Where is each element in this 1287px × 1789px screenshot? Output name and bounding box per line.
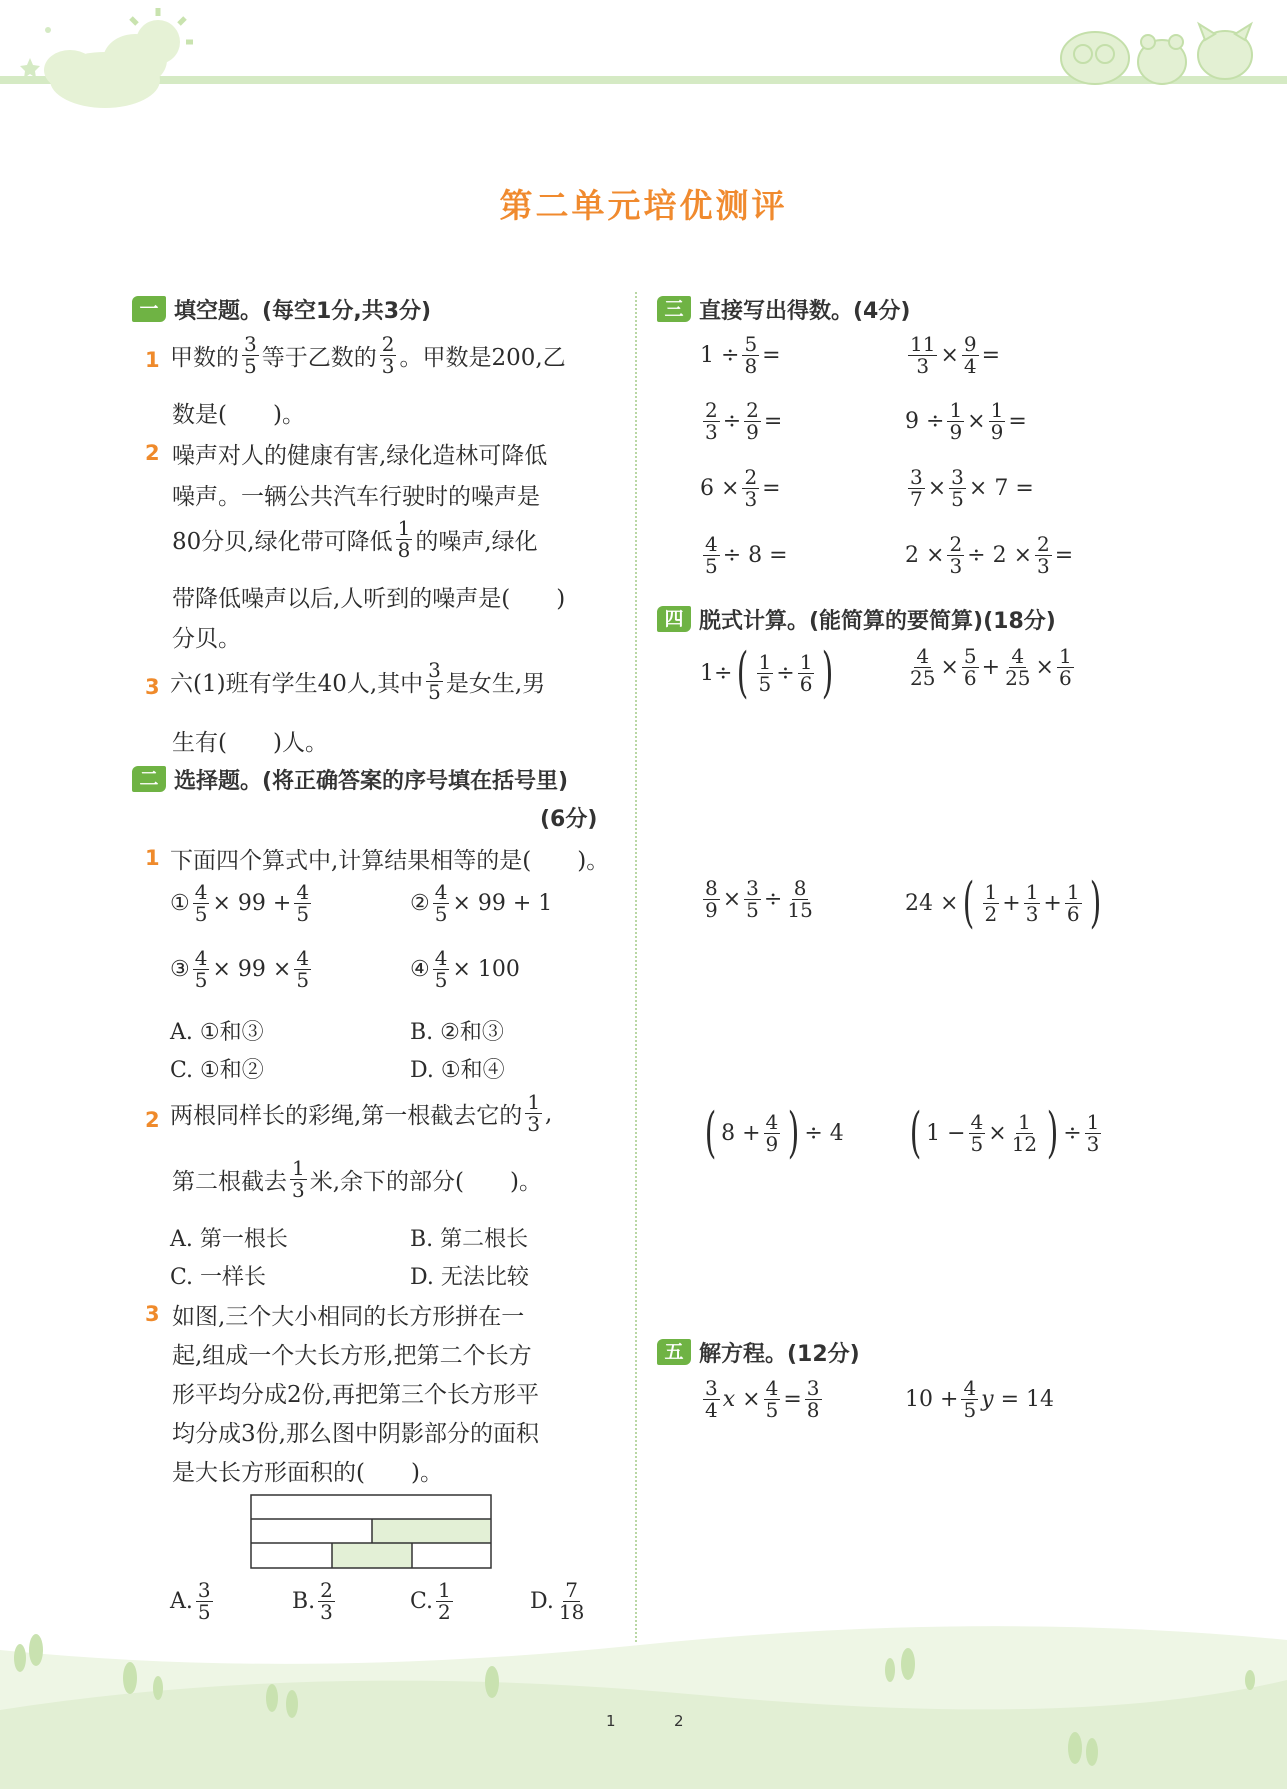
section-2-heading: [132, 762, 568, 796]
q2-1-option-4: ④ $\frac{4}{5}$ × 100: [410, 946, 520, 992]
fraction: $\frac{1}{5}$: [758, 649, 772, 696]
rectangle-figure: [250, 1494, 492, 1570]
column-divider: [635, 292, 637, 1642]
calc-expression-3: $\frac{8}{9}$ × $\frac{3}{5}$ ÷ $\frac{8}{15}$: [705, 876, 813, 922]
q1-2-line5: 分贝。: [172, 626, 241, 652]
q2-3-line2: 起,组成一个大长方形,把第二个长方: [172, 1343, 532, 1369]
fraction: $\frac{4}{5}$: [434, 880, 448, 926]
fraction: $\frac{4}{5}$: [434, 946, 448, 992]
fraction: $\frac{4}{25}$: [910, 644, 936, 690]
fraction: $\frac{4}{5}$: [194, 880, 208, 926]
fraction: $\frac{2}{9}$: [746, 398, 759, 444]
section-3-heading: [657, 292, 910, 326]
section-4-badge: 四: [657, 606, 691, 632]
q2-2-choice-d: D. 无法比较: [410, 1265, 529, 1290]
fraction: $\frac{3}{4}$: [705, 1376, 718, 1422]
oral-calc-5: 6 × $\frac{2}{3}$ =: [700, 465, 781, 511]
q2-1-choice-b: B. ②和③: [410, 1020, 504, 1045]
page-number-left: 1: [606, 1712, 616, 1730]
page-title: 第二单元培优测评: [499, 186, 788, 225]
fraction: $\frac{3}{5}$: [244, 332, 257, 378]
fraction: $\frac{1}{12}$: [1011, 1109, 1038, 1156]
fraction: $\frac{1}{6}$: [799, 649, 813, 696]
q1-1-line1: 甲数的 $\frac{3}{5}$ 等于乙数的 $\frac{2}{3}$ 。甲数是200,乙: [170, 332, 566, 378]
calc-expression-5: ( 8 + $\frac{4}{9}$ ) ÷ 4: [704, 1101, 844, 1164]
fraction: $\frac{3}{8}$: [806, 1376, 820, 1422]
fraction: $\frac{4}{5}$: [705, 532, 718, 578]
section-5-heading: [657, 1335, 860, 1369]
section-1-heading: [132, 292, 431, 326]
section-1-badge: 一: [132, 296, 166, 322]
q2-3-line5: 是大长方形面积的( )。: [172, 1460, 443, 1486]
q1-3-line2: 生有( )人。: [172, 730, 328, 756]
fraction: $\frac{5}{6}$: [963, 644, 977, 690]
fraction: $\frac{3}{5}$: [428, 658, 441, 704]
q1-1-line2: 数是( )。: [172, 402, 305, 428]
section-2-score: (6分): [540, 806, 598, 832]
fraction: $\frac{8}{15}$: [787, 876, 813, 922]
fraction: $\frac{8}{9}$: [705, 876, 718, 922]
oral-calc-4: 9 ÷ $\frac{1}{9}$ × $\frac{1}{9}$ =: [905, 398, 1027, 444]
q2-3-choice-d: D. $\frac{7}{18}$: [530, 1578, 585, 1624]
q1-3-line1: 六(1)班有学生40人,其中 $\frac{3}{5}$ 是女生,男: [170, 658, 546, 704]
q2-3-number: 3: [145, 1302, 160, 1326]
fraction: $\frac{4}{5}$: [296, 880, 310, 926]
fraction: $\frac{4}{25}$: [1005, 644, 1031, 690]
fraction: $\frac{5}{8}$: [744, 332, 758, 378]
section-3-title: 直接写出得数。(4分): [699, 298, 911, 324]
footer-decoration: [0, 1620, 1287, 1789]
q2-3-line4: 均分成3份,那么图中阴影部分的面积: [172, 1421, 539, 1447]
q2-1-choice-c: C. ①和②: [170, 1058, 264, 1083]
oral-calc-7: $\frac{4}{5}$ ÷ 8 =: [705, 532, 788, 578]
q2-2-line1: 两根同样长的彩绳,第一根截去它的 $\frac{1}{3}$ ,: [170, 1090, 553, 1136]
fraction: $\frac{1}{2}$: [438, 1578, 451, 1624]
cloud-icon: [44, 34, 167, 108]
q2-3-choice-a: A. $\frac{3}{5}$: [170, 1578, 211, 1624]
q2-1-stem: 下面四个算式中,计算结果相等的是( )。: [170, 848, 610, 874]
oral-calc-2: $\frac{11}{3}$ × $\frac{9}{4}$ =: [910, 332, 1001, 378]
equation-2: 10 + $\frac{4}{5}$ y = 14: [905, 1376, 1055, 1422]
section-2-badge: 二: [132, 766, 166, 792]
calc-expression-6: ( 1 − $\frac{4}{5}$ × $\frac{1}{12}$ ) ÷ $\frac{1}{3}$: [909, 1101, 1100, 1164]
fraction: $\frac{11}{3}$: [910, 332, 936, 378]
section-5-title: 解方程。(12分): [699, 1341, 860, 1367]
fraction: $\frac{2}{3}$: [744, 465, 758, 511]
calc-expression-1: 1 ÷ ( $\frac{1}{5}$ ÷ $\frac{1}{6}$ ): [700, 641, 834, 704]
calc-expression-4: 24 × ( $\frac{1}{2}$ + $\frac{1}{3}$ + $\frac{1}{6}$ ): [905, 871, 1101, 934]
animal-friends-icon: [1061, 24, 1252, 84]
q2-3-line1: 如图,三个大小相同的长方形拼在一: [172, 1304, 525, 1330]
fraction: $\frac{1}{8}$: [397, 516, 411, 562]
q1-2-line4: 带降低噪声以后,人听到的噪声是( ): [172, 586, 566, 612]
q2-1-option-3: ③ $\frac{4}{5}$ × 99 × $\frac{4}{5}$: [170, 946, 310, 992]
fraction: $\frac{1}{2}$: [984, 879, 998, 926]
fraction: $\frac{2}{3}$: [949, 532, 963, 578]
q1-2-line1: 噪声对人的健康有害,绿化造林可降低: [172, 443, 548, 469]
q2-2-line2: 第二根截去 $\frac{1}{3}$ 米,余下的部分( )。: [172, 1156, 542, 1202]
q2-1-number: 1: [145, 846, 160, 870]
q2-3-line3: 形平均分成2份,再把第三个长方形平: [172, 1382, 539, 1408]
q2-3-choice-c: C. $\frac{1}{2}$: [410, 1578, 451, 1624]
fraction: $\frac{2}{3}$: [1037, 532, 1050, 578]
fraction: $\frac{3}{5}$: [951, 465, 964, 511]
oral-calc-8: 2 × $\frac{2}{3}$ ÷ 2 × $\frac{2}{3}$ =: [905, 532, 1074, 578]
oral-calc-3: $\frac{2}{3}$ ÷ $\frac{2}{9}$ =: [705, 398, 783, 444]
q1-2-line3: 80分贝,绿化带可降低 $\frac{1}{8}$ 的噪声,绿化: [172, 516, 538, 562]
section-4-heading: [657, 602, 1056, 636]
section-1-title: 填空题。(每空1分,共3分): [174, 298, 432, 324]
fraction: $\frac{1}{6}$: [1066, 879, 1080, 926]
fraction: $\frac{1}{3}$: [292, 1156, 305, 1202]
q2-3-choice-b: B. $\frac{2}{3}$: [292, 1578, 333, 1624]
q1-1-number: 1: [145, 348, 160, 372]
section-5-badge: 五: [657, 1339, 691, 1365]
q2-2-number: 2: [145, 1108, 160, 1132]
q2-2-choice-b: B. 第二根长: [410, 1227, 529, 1252]
fraction: $\frac{3}{5}$: [746, 876, 759, 922]
calc-expression-2: $\frac{4}{25}$ × $\frac{5}{6}$ + $\frac{4}{25}$ × $\frac{1}{6}$: [910, 644, 1072, 690]
section-2-title: 选择题。(将正确答案的序号填在括号里): [174, 768, 569, 794]
oral-calc-1: 1 ÷ $\frac{5}{8}$ =: [700, 332, 781, 378]
fraction: $\frac{7}{18}$: [558, 1578, 585, 1624]
q2-1-option-2: ② $\frac{4}{5}$ × 99 + 1: [410, 880, 553, 926]
fraction: $\frac{4}{5}$: [765, 1376, 779, 1422]
section-3-badge: 三: [657, 296, 691, 322]
fraction: $\frac{3}{7}$: [910, 465, 923, 511]
fraction: $\frac{1}{3}$: [527, 1090, 541, 1136]
q2-1-option-1: ① $\frac{4}{5}$ × 99 + $\frac{4}{5}$: [170, 880, 310, 926]
header-decoration: [0, 0, 1287, 120]
fraction: $\frac{1}{3}$: [1086, 1109, 1100, 1156]
fraction: $\frac{1}{6}$: [1058, 644, 1072, 690]
oral-calc-6: $\frac{3}{7}$ × $\frac{3}{5}$ × 7 =: [910, 465, 1034, 511]
fraction: $\frac{2}{3}$: [320, 1578, 333, 1624]
q1-2-number: 2: [145, 441, 160, 465]
fraction: $\frac{1}{9}$: [949, 398, 963, 444]
section-4-title: 脱式计算。(能简算的要简算)(18分): [699, 608, 1056, 634]
fraction: $\frac{1}{9}$: [990, 398, 1004, 444]
q2-1-choice-a: A. ①和③: [170, 1020, 264, 1045]
q2-2-choice-a: A. 第一根长: [170, 1227, 288, 1252]
page-number-right: 2: [674, 1712, 684, 1730]
fraction: $\frac{2}{3}$: [381, 332, 395, 378]
fraction: $\frac{9}{4}$: [963, 332, 977, 378]
q1-3-number: 3: [145, 675, 160, 699]
q2-2-choice-c: C. 一样长: [170, 1265, 267, 1290]
equation-1: $\frac{3}{4}$ x × $\frac{4}{5}$ = $\frac{3}{8}$: [705, 1376, 820, 1422]
fraction: $\frac{4}{5}$: [296, 946, 310, 992]
fraction: $\frac{2}{3}$: [705, 398, 718, 444]
fraction: $\frac{4}{5}$: [970, 1109, 984, 1156]
fraction: $\frac{4}{5}$: [194, 946, 208, 992]
fraction: $\frac{1}{3}$: [1025, 879, 1039, 926]
q2-1-choice-d: D. ①和④: [410, 1058, 505, 1083]
q1-2-line2: 噪声。一辆公共汽车行驶时的噪声是: [172, 484, 540, 510]
fraction: $\frac{4}{9}$: [765, 1109, 779, 1156]
fraction: $\frac{3}{5}$: [197, 1578, 211, 1624]
fraction: $\frac{4}{5}$: [963, 1376, 977, 1422]
